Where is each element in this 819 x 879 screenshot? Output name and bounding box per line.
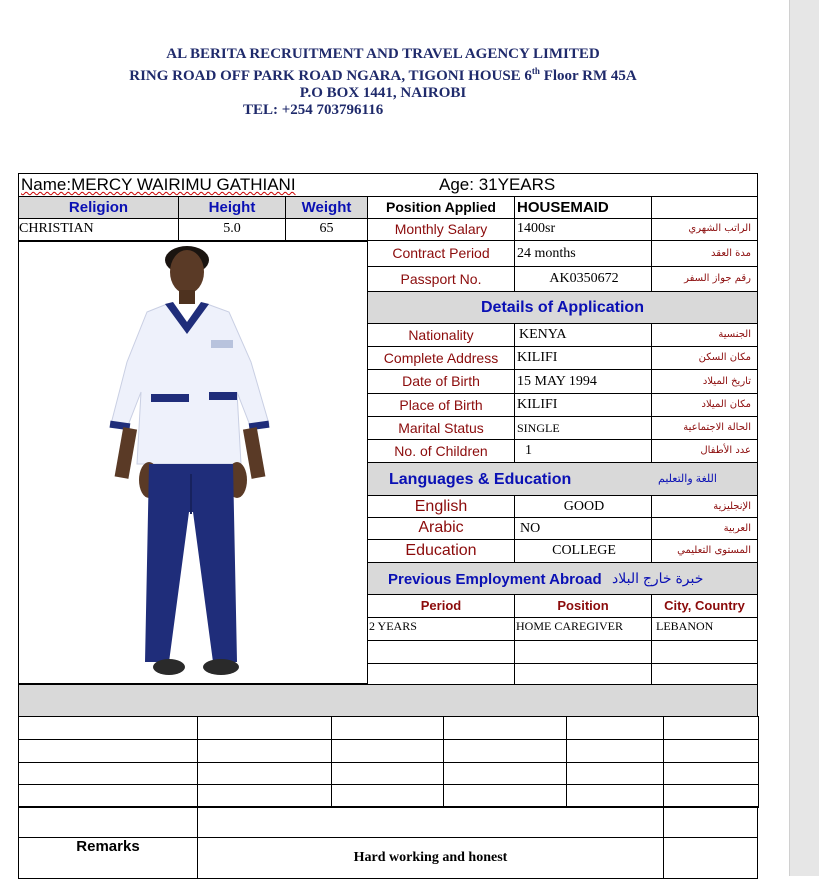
empty-grid-cell bbox=[18, 739, 198, 763]
marital-label: Marital Status bbox=[367, 416, 515, 440]
height-value: 5.0 bbox=[178, 218, 286, 241]
employment-title-arabic: خبرة خارج البلاد bbox=[612, 570, 704, 586]
education-label: Education bbox=[367, 539, 515, 563]
employment-row-position: HOME CAREGIVER bbox=[514, 617, 652, 641]
candidate-name: Name:MERCY WAIRIMU GATHIANI bbox=[21, 175, 296, 194]
empty-grid-cell bbox=[331, 739, 444, 763]
english-arabic: الإنجليزية bbox=[651, 495, 758, 518]
salary-label: Monthly Salary bbox=[367, 218, 515, 241]
languages-section-title bbox=[367, 462, 758, 496]
empty-grid-cell bbox=[197, 739, 332, 763]
dob-label: Date of Birth bbox=[367, 369, 515, 394]
empty-grid-cell bbox=[566, 739, 664, 763]
empty-cell bbox=[651, 196, 758, 219]
agency-header bbox=[0, 46, 766, 119]
employment-empty-cell bbox=[514, 663, 652, 685]
empty-cell bbox=[663, 806, 758, 838]
candidate-age: Age: 31YEARS bbox=[439, 175, 556, 194]
salary-arabic: الراتب الشهري bbox=[651, 218, 758, 241]
employment-empty-cell bbox=[651, 640, 758, 664]
arabic-value: NO bbox=[514, 517, 652, 540]
employment-empty-cell bbox=[367, 640, 515, 664]
employment-header-period: Period bbox=[367, 594, 515, 618]
empty-grid-cell bbox=[663, 762, 759, 785]
employment-empty-cell bbox=[514, 640, 652, 664]
empty-grid-cell bbox=[443, 716, 567, 740]
remarks-label: Remarks bbox=[18, 837, 198, 879]
religion-value: CHRISTIAN bbox=[18, 218, 179, 241]
agency-tel: TEL: +254 703796116 bbox=[243, 102, 384, 118]
empty-grid-cell bbox=[197, 716, 332, 740]
empty-grid-cell bbox=[443, 762, 567, 785]
empty-grid-cell bbox=[331, 762, 444, 785]
empty-grid-cell bbox=[566, 762, 664, 785]
section-divider-bar bbox=[18, 684, 758, 717]
agency-name: AL BERITA RECRUITMENT AND TRAVEL AGENCY LIMITED bbox=[166, 46, 600, 62]
empty-grid-cell bbox=[663, 784, 759, 808]
pob-value: KILIFI bbox=[514, 393, 652, 417]
dob-arabic: تاريخ الميلاد bbox=[651, 369, 758, 394]
empty-grid-cell bbox=[443, 739, 567, 763]
empty-cell bbox=[663, 837, 758, 879]
address-arabic: مكان السكن bbox=[651, 346, 758, 370]
empty-grid-cell bbox=[566, 716, 664, 740]
marital-value: SINGLE bbox=[514, 416, 652, 440]
empty-grid-cell bbox=[197, 784, 332, 808]
salary-value: 1400sr bbox=[514, 218, 652, 241]
education-arabic: المستوى التعليمي bbox=[651, 539, 758, 563]
children-arabic: عدد الأطفال bbox=[651, 439, 758, 463]
english-label: English bbox=[367, 495, 515, 518]
candidate-figure-illustration bbox=[19, 242, 367, 683]
empty-cell bbox=[18, 806, 198, 838]
contract-period-value: 24 months bbox=[514, 240, 652, 267]
passport-label: Passport No. bbox=[367, 266, 515, 292]
remarks-value: Hard working and honest bbox=[197, 837, 664, 879]
position-applied-label: Position Applied bbox=[367, 196, 515, 219]
height-header: Height bbox=[178, 196, 286, 219]
empty-grid-cell bbox=[331, 716, 444, 740]
employment-empty-cell bbox=[651, 663, 758, 685]
empty-grid-cell bbox=[18, 784, 198, 808]
nationality-label: Nationality bbox=[367, 323, 515, 347]
empty-grid-cell bbox=[197, 762, 332, 785]
employment-row-country: LEBANON bbox=[651, 617, 758, 641]
weight-value: 65 bbox=[285, 218, 368, 241]
vertical-scrollbar[interactable] bbox=[789, 0, 819, 876]
empty-grid-cell bbox=[663, 739, 759, 763]
empty-grid-cell bbox=[18, 762, 198, 785]
pob-label: Place of Birth bbox=[367, 393, 515, 417]
weight-header: Weight bbox=[285, 196, 368, 219]
empty-grid-cell bbox=[331, 784, 444, 808]
empty-grid-cell bbox=[663, 716, 759, 740]
address-label: Complete Address bbox=[367, 346, 515, 370]
details-section-title: Details of Application bbox=[367, 291, 758, 324]
address-value: KILIFI bbox=[514, 346, 652, 370]
arabic-label: Arabic bbox=[367, 517, 515, 540]
name-age-row bbox=[18, 173, 758, 197]
nationality-value: KENYA bbox=[514, 323, 652, 347]
dob-value: 15 MAY 1994 bbox=[514, 369, 652, 394]
religion-header: Religion bbox=[18, 196, 179, 219]
children-label: No. of Children bbox=[367, 439, 515, 463]
contract-period-arabic: مدة العقد bbox=[651, 240, 758, 267]
education-value: COLLEGE bbox=[514, 539, 652, 563]
employment-title: Previous Employment Abroad bbox=[388, 571, 602, 588]
candidate-photo bbox=[18, 241, 368, 684]
nationality-arabic: الجنسية bbox=[651, 323, 758, 347]
languages-title: Languages & Education bbox=[389, 471, 572, 488]
empty-grid-cell bbox=[18, 716, 198, 740]
children-value: 1 bbox=[514, 439, 652, 463]
marital-arabic: الحالة الاجتماعية bbox=[651, 416, 758, 440]
empty-grid-cell bbox=[443, 784, 567, 808]
employment-section-title bbox=[367, 562, 758, 595]
passport-value: AK0350672 bbox=[514, 266, 652, 292]
agency-address: RING ROAD OFF PARK ROAD NGARA, TIGONI HOUSE 6th Floor RM 45A bbox=[129, 66, 637, 84]
employment-header-country: City, Country bbox=[651, 594, 758, 618]
employment-header-position: Position bbox=[514, 594, 652, 618]
position-applied-value: HOUSEMAID bbox=[514, 196, 652, 219]
employment-empty-cell bbox=[367, 663, 515, 685]
contract-period-label: Contract Period bbox=[367, 240, 515, 267]
arabic-arabic: العربية bbox=[651, 517, 758, 540]
passport-arabic: رقم جواز السفر bbox=[651, 266, 758, 292]
agency-po-box: P.O BOX 1441, NAIROBI bbox=[299, 85, 467, 101]
pob-arabic: مكان الميلاد bbox=[651, 393, 758, 417]
languages-title-arabic: اللغة والتعليم bbox=[658, 473, 717, 485]
employment-row-period: 2 YEARS bbox=[367, 617, 515, 641]
empty-grid-cell bbox=[566, 784, 664, 808]
empty-cell bbox=[197, 806, 664, 838]
english-value: GOOD bbox=[514, 495, 652, 518]
